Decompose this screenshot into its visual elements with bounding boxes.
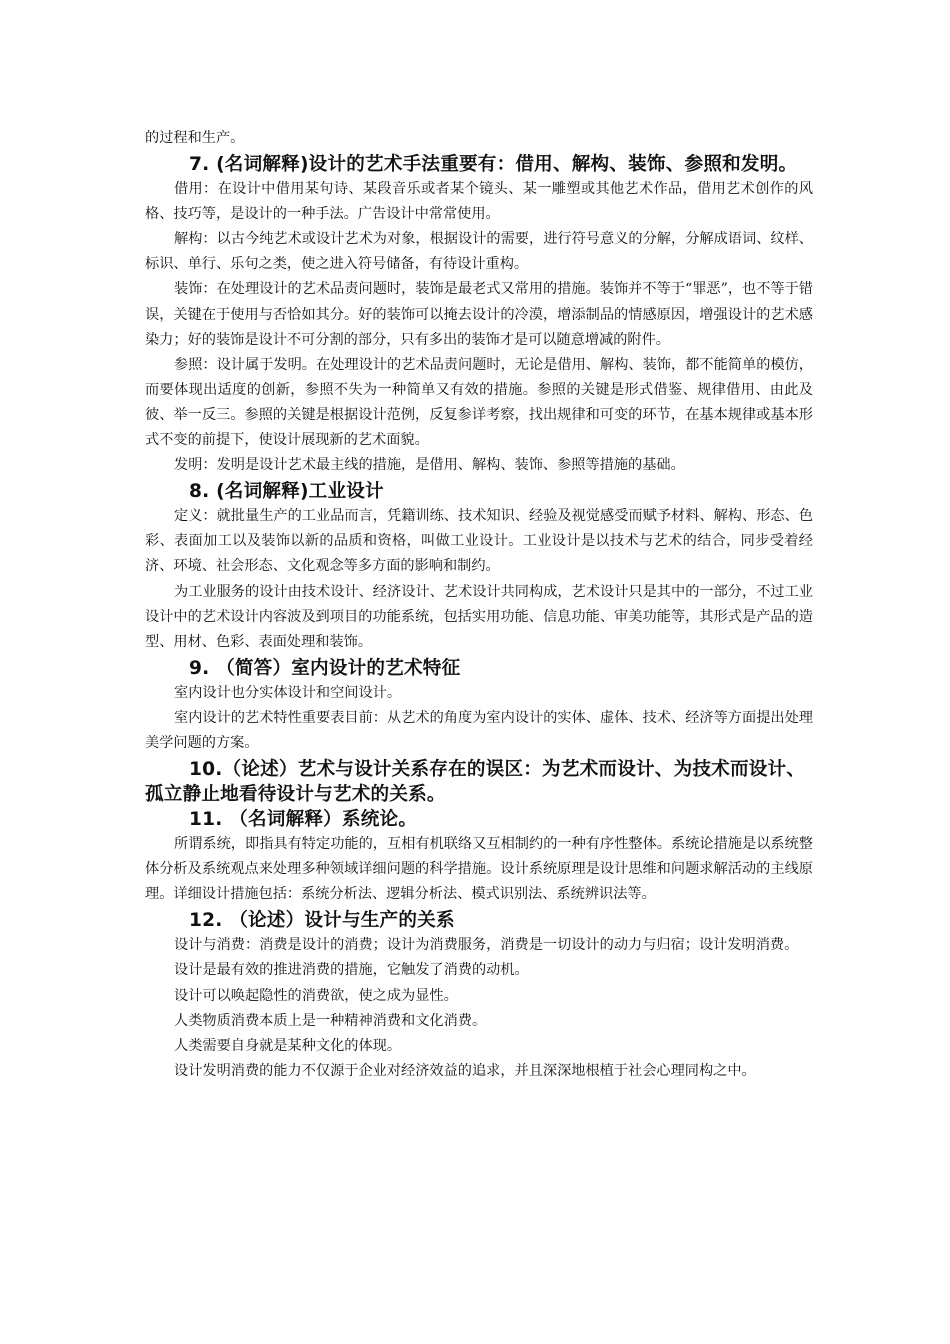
section-heading: 7. (名词解释)设计的艺术手法重要有：借用、解构、装饰、参照和发明。 xyxy=(189,154,798,176)
paragraph: 设计是最有效的推进消费的措施，它触发了消费的动机。 xyxy=(174,962,529,979)
paragraph: 设计可以唤起隐性的消费欲，使之成为显性。 xyxy=(174,987,458,1004)
section-heading: 10.（论述）艺术与设计关系存在的误区：为艺术而设计、为技术而设计、孤立静止地看待设计与艺术的关系。 xyxy=(145,759,806,806)
section-heading: 9. （简答）室内设计的艺术特征 xyxy=(189,657,461,679)
paragraph: 室内设计也分实体设计和空间设计。 xyxy=(174,684,402,701)
paragraph: 所谓系统，即指具有特定功能的，互相有机联络又互相制约的一种有序性整体。系统论措施是以系统整体分析及系统观点来处理多种领域详细问题的科学措施。设计系统原理是设计思维和问题求解活动的主线原理。详细设计措施包括：系统分析法、逻辑分析法、模式识别法、系统辨识法等。 xyxy=(145,836,813,903)
section-heading: 8. (名词解释)工业设计 xyxy=(189,481,384,503)
paragraph: 设计发明消费的能力不仅源于企业对经济效益的追求，并且深深地根植于社会心理同构之中。 xyxy=(174,1062,756,1079)
section-heading: 12. （论述）设计与生产的关系 xyxy=(189,910,455,932)
paragraph: 室内设计的艺术特性重要表目前：从艺术的角度为室内设计的实体、虚体、技术、经济等方面提出处理美学问题的方案。 xyxy=(145,709,813,751)
paragraph: 装饰：在处理设计的艺术品责问题时，装饰是最老式又常用的措施。装饰并不等于“罪恶”，也不等于错误，关键在于使用与否恰如其分。好的装饰可以掩去设计的冷漠，增添制品的情感原因，增强设计的艺术感染力；好的装饰是设计不可分割的部分，只有多出的装饰才是可以随意增减的附件。 xyxy=(145,281,813,348)
paragraph: 定义：就批量生产的工业品而言，凭籍训练、技术知识、经验及视觉感受而赋予材料、解构、形态、色彩、表面加工以及装饰以新的品质和资格，叫做工业设计。工业设计是以技术与艺术的结合，同步受着经济、环境、社会形态、文化观念等多方面的影响和制约。 xyxy=(145,508,813,575)
paragraph: 为工业服务的设计由技术设计、经济设计、艺术设计共同构成，艺术设计只是其中的一部分，不过工业设计中的艺术设计内容波及到项目的功能系统，包括实用功能、信息功能、审美功能等，其形式是产品的造型、用材、色彩、表面处理和装饰。 xyxy=(145,583,813,650)
paragraph: 发明：发明是设计艺术最主线的措施，是借用、解构、装饰、参照等措施的基础。 xyxy=(174,457,685,474)
paragraph: 人类需要自身就是某种文化的体现。 xyxy=(174,1037,402,1054)
section-heading: 11. （名词解释）系统论。 xyxy=(189,809,418,831)
document-page xyxy=(145,126,813,1084)
paragraph: 人类物质消费本质上是一种精神消费和文化消费。 xyxy=(174,1012,487,1029)
paragraph: 参照：设计属于发明。在处理设计的艺术品责问题时，无论是借用、解构、装饰，都不能简单的模仿，而要体现出适度的创新，参照不失为一种简单又有效的措施。参照的关键是形式借鉴、规律借用、由此及彼、举一反三。参照的关键是根据设计范例，反复参详考察，找出规律和可变的环节，在基本规律或基本形式不变的前提下，使设计展现新的艺术面貌。 xyxy=(145,356,813,449)
paragraph: 解构：以古今纯艺术或设计艺术为对象，根据设计的需要，进行符号意义的分解，分解成语词、纹样、标识、单行、乐句之类，使之进入符号储备，有待设计重构。 xyxy=(145,231,813,273)
paragraph: 借用：在设计中借用某句诗、某段音乐或者某个镜头、某一雕塑或其他艺术作品，借用艺术创作的风格、技巧等，是设计的一种手法。广告设计中常常使用。 xyxy=(145,181,813,223)
paragraph: 设计与消费：消费是设计的消费；设计为消费服务，消费是一切设计的动力与归宿；设计发明消费。 xyxy=(174,937,799,954)
paragraph: 的过程和生产。 xyxy=(145,130,245,146)
